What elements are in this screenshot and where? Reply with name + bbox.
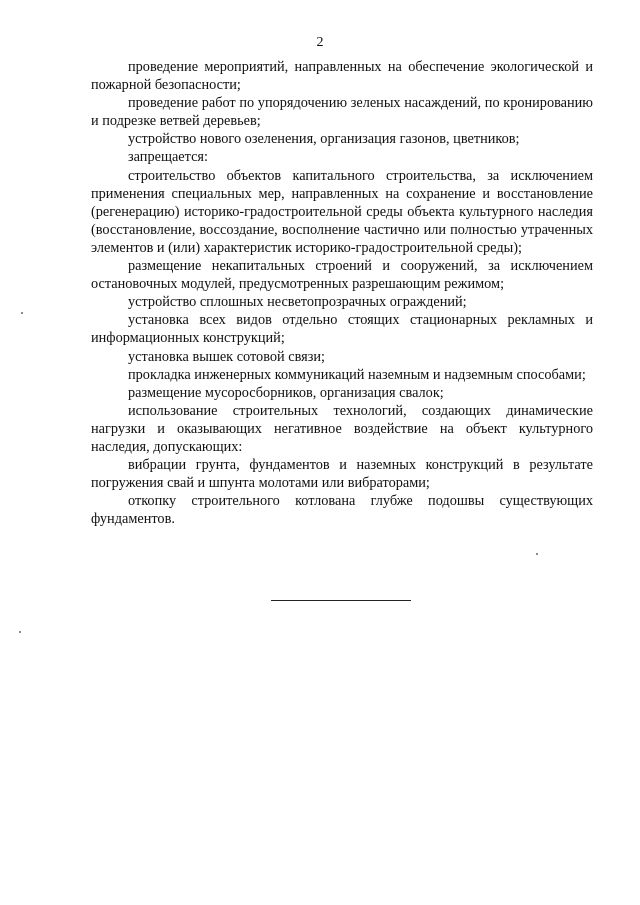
paragraph-10: прокладка инженерных коммуникаций наземным и надземным способами; <box>128 366 586 383</box>
paragraph-6: размещение некапитальных строений и сооружений, за исключением остановочных модулей, предусмотренных разрешающим режимом; <box>91 258 593 293</box>
page-number: 2 <box>316 35 324 50</box>
paragraph-8: установка всех видов отдельно стоящих стационарных рекламных и информационных конструкций; <box>91 312 593 347</box>
paragraph-9: установка вышек сотовой связи; <box>128 348 325 365</box>
paragraph-3: устройство нового озеленения, организация газонов, цветников; <box>128 131 520 148</box>
closing-separator-line <box>271 600 411 601</box>
scan-speck <box>21 312 23 314</box>
document-body <box>91 58 593 528</box>
paragraph-4: запрещается: <box>128 149 208 166</box>
paragraph-14: откопку строительного котлована глубже подошвы существующих фундаментов. <box>91 493 593 528</box>
paragraph-13: вибрации грунта, фундаментов и наземных конструкций в результате погружения свай и шпунта молотами или вибраторами; <box>91 457 593 492</box>
paragraph-1: проведение мероприятий, направленных на обеспечение экологической и пожарной безопасности; <box>91 59 593 94</box>
paragraph-7: устройство сплошных несветопрозрачных ограждений; <box>128 294 467 311</box>
paragraph-5: строительство объектов капитального строительства, за исключением применения специальных мер, направленных на сохранение и восстановление (регенерацию) историко-градостроительной среды объекта культурного наследия (восстановление, воссоздание, восполнение частично или полностью утраченных элементов и (или) характеристик историко-градостроительной среды); <box>91 167 593 256</box>
scan-speck <box>19 631 21 633</box>
scan-speck <box>536 553 538 555</box>
paragraph-11: размещение мусоросборников, организация свалок; <box>128 384 444 401</box>
paragraph-12: использование строительных технологий, создающих динамические нагрузки и оказывающих негативное воздействие на объект культурного наследия, допускающих: <box>91 402 593 455</box>
paragraph-2: проведение работ по упорядочению зеленых насаждений, по кронированию и подрезке ветвей деревьев; <box>91 95 593 130</box>
